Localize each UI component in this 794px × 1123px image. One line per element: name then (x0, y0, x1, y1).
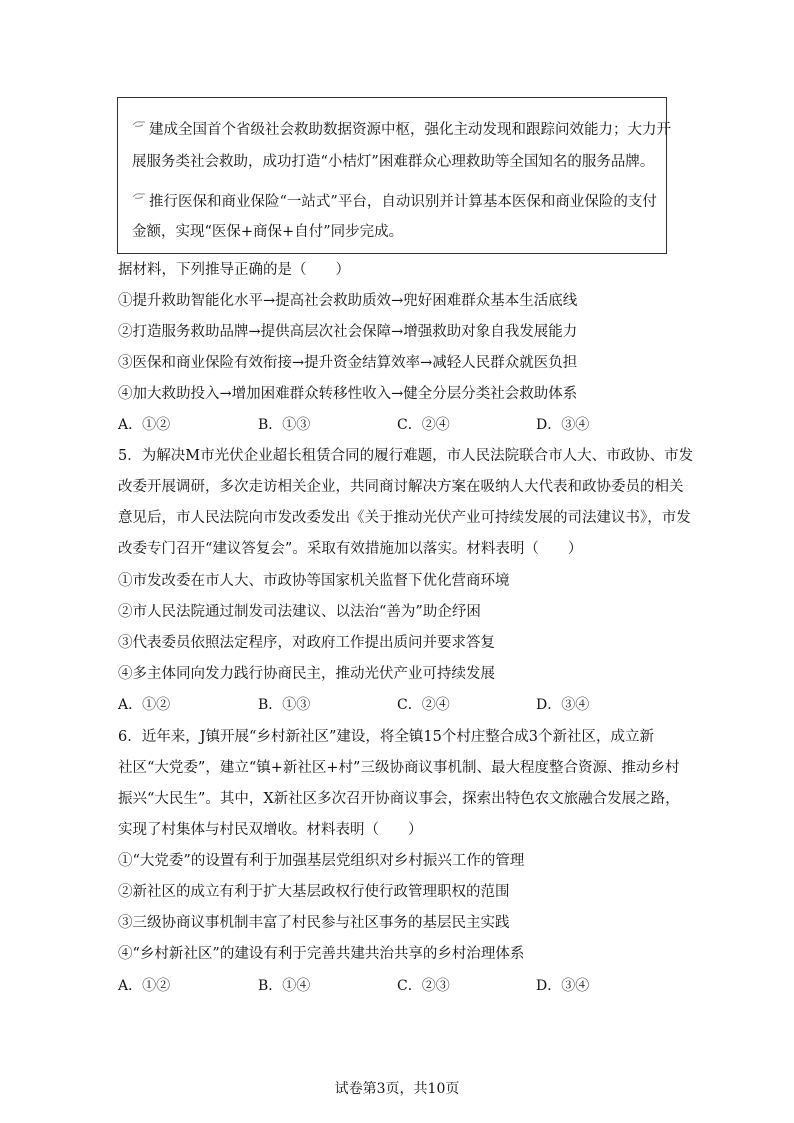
q6-option-d: D．③④ (536, 978, 590, 994)
q6-stem-line-2: 社区“大党委”，建立“镇+新社区+村”三级协商议事机制、最大程度整合资源、推动乡村 (118, 760, 680, 776)
q5-option-a: A．①② (118, 697, 171, 713)
q6-item-3: ③三级协商议事机制丰富了村民参与社区事务的基层民主实践 (118, 915, 510, 931)
q6-stem-line-1: 6．近年来，J镇开展“乡村新社区”建设，将全镇15个村庄整合成3个新社区，成立新 (118, 729, 655, 745)
q4-option-c: C．②④ (397, 417, 450, 433)
material-p2-line2: 金额，实现“医保+商保+自付”同步完成。 (132, 224, 404, 240)
q4-stem: 据材料，下列推导正确的是（ ） (118, 262, 350, 278)
material-p2-line1: 推行医保和商业保险“一站式”平台，自动识别并计算基本医保和商业保险的支付 (132, 192, 657, 212)
q5-stem-line-2: 改委开展调研，多次走访相关企业，共同商讨解决方案在吸纳人大代表和政协委员的相关 (118, 479, 684, 495)
q6-item-4: ④“乡村新社区”的建设有利于完善共建共治共享的乡村治理体系 (118, 946, 525, 962)
material-p1-line1: 建成全国首个省级社会救助数据资源中枢，强化主动发现和跟踪问效能力；大力开 (132, 120, 671, 140)
q6-option-c: C．②③ (397, 978, 450, 994)
q6-item-2: ②新社区的成立有利于扩大基层政权行使行政管理职权的范围 (118, 884, 510, 900)
q6-item-1: ①“大党委”的设置有利于加强基层党组织对乡村振兴工作的管理 (118, 853, 525, 869)
q5-item-4: ④多主体同向发力践行协商民主，推动光伏产业可持续发展 (118, 666, 495, 682)
q5-stem-line-3: 意见后，市人民法院向市发改委发出《关于推动光伏产业可持续发展的司法建议书》，市发 (118, 510, 691, 526)
q5-option-b: B．①③ (258, 697, 311, 713)
q6-stem-line-3: 振兴“大民生”。其中，X新社区多次召开协商议事会，探索出特色农文旅融合发展之路， (118, 791, 680, 807)
q4-item-3: ③医保和商业保险有效衔接→提升资金结算效率→减轻人民群众就医负担 (118, 355, 578, 371)
hand-pointer-icon (132, 192, 146, 200)
q5-item-2: ②市人民法院通过制发司法建议、以法治“善为”助企纾困 (118, 604, 481, 620)
q5-option-d: D．③④ (536, 697, 590, 713)
q5-item-1: ①市发改委在市人大、市政协等国家机关监督下优化营商环境 (118, 573, 510, 589)
q6-stem-line-4: 实现了村集体与村民双增收。材料表明（ ） (118, 822, 423, 838)
q5-stem-line-1: 5．为解决M市光伏企业超长租赁合同的履行难题，市人民法院联合市人大、市政协、市发 (118, 448, 694, 464)
q4-item-1: ①提升救助智能化水平→提高社会救助质效→兜好困难群众基本生活底线 (118, 293, 578, 309)
q4-item-2: ②打造服务救助品牌→提供高层次社会保障→增强救助对象自我发展能力 (118, 324, 578, 340)
q6-option-b: B．①④ (258, 978, 311, 994)
q4-option-d: D．③④ (536, 417, 590, 433)
material-box (117, 97, 671, 254)
q6-option-a: A．①② (118, 978, 171, 994)
material-p1-line2: 展服务类社会救助，成功打造“小桔灯”困难群众心理救助等全国知名的服务品牌。 (132, 154, 655, 170)
hand-pointer-icon (132, 120, 146, 128)
q5-option-c: C．②④ (397, 697, 450, 713)
q4-item-4: ④加大救助投入→增加困难群众转移性收入→健全分层分类社会救助体系 (118, 386, 578, 402)
page-footer: 试卷第3页，共10页 (334, 1081, 460, 1097)
q4-option-b: B．①③ (258, 417, 311, 433)
q5-item-3: ③代表委员依照法定程序，对政府工作提出质问并要求答复 (118, 635, 495, 651)
q5-stem-line-4: 改委专门召开“建议答复会”。采取有效措施加以落实。材料表明（ ） (118, 541, 583, 557)
q4-option-a: A．①② (118, 417, 171, 433)
